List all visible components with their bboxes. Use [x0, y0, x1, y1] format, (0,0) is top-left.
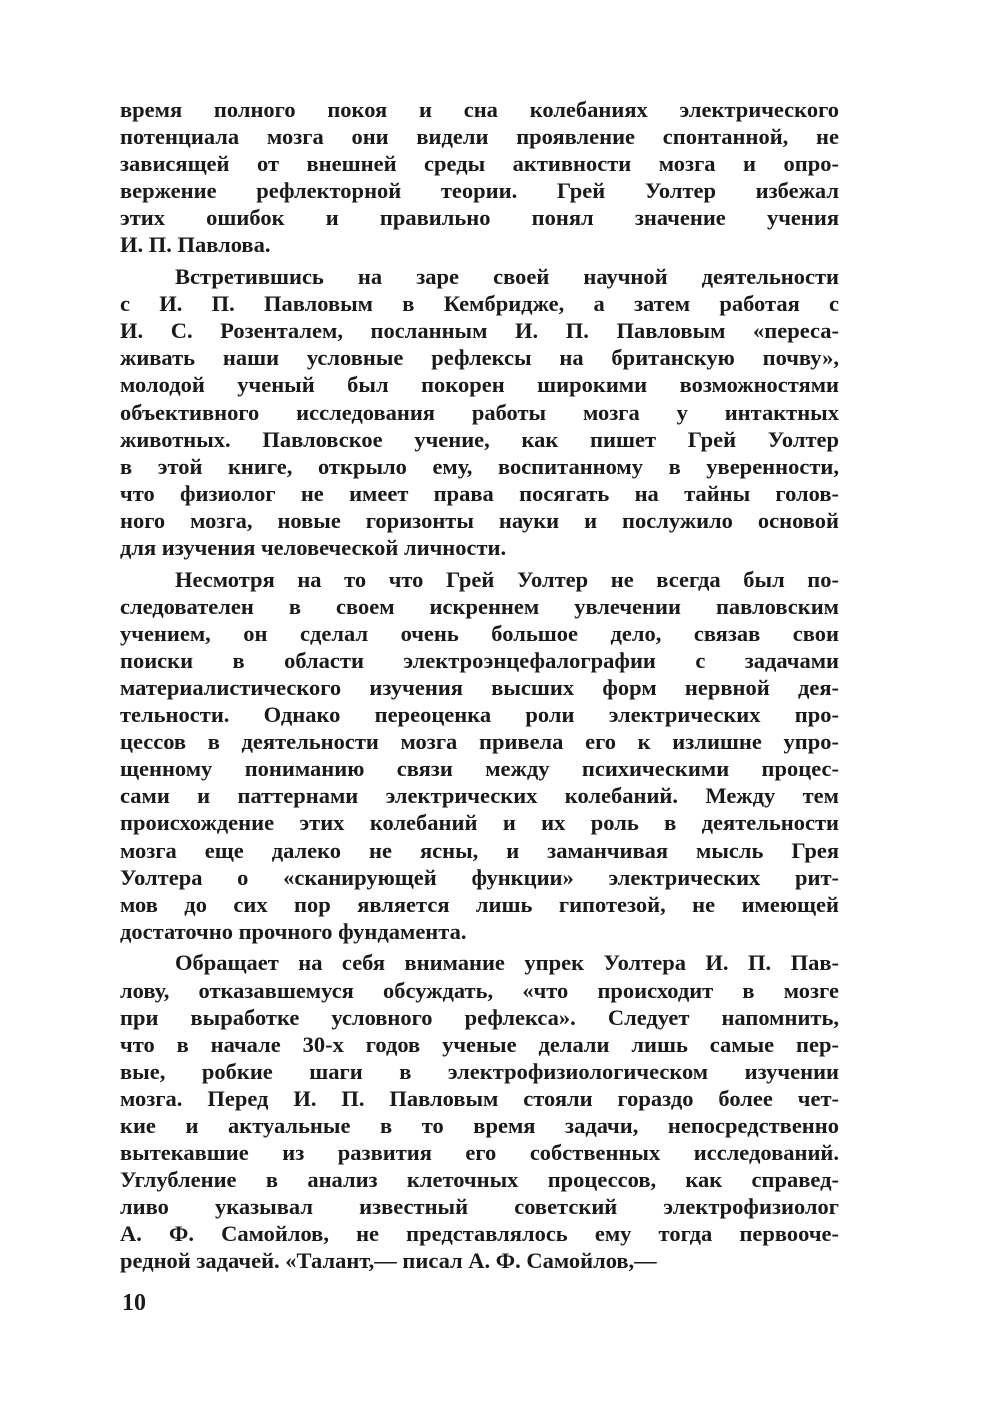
- text-line: этих ошибок и правильно понял значение учения: [120, 205, 839, 231]
- text-line: лову, отказавшемуся обсуждать, «что происходит в мозге: [120, 977, 839, 1003]
- text-line: зависящей от внешней среды активности мозга и опро-: [120, 151, 839, 177]
- text-line: редной задачей. «Талант,— писал А. Ф. Самойлов,—: [120, 1248, 657, 1274]
- paragraph: [120, 263, 839, 561]
- text-line: молодой ученый был покорен широкими возможностями: [120, 372, 839, 398]
- text-line: в этой книге, открыло ему, воспитанному в уверенности,: [120, 453, 839, 479]
- text-line: сами и паттернами электрических колебаний. Между тем: [120, 783, 839, 809]
- text-line: с И. П. Павловым в Кембридже, а затем работая с: [120, 291, 839, 317]
- text-line: мов до сих пор является лишь гипотезой, не имеющей: [120, 891, 839, 917]
- text-line: вытекавшие из развития его собственных исследований.: [120, 1140, 839, 1166]
- text-line: живать наши условные рефлексы на британскую почву»,: [120, 345, 839, 371]
- paragraph: [120, 949, 839, 1274]
- text-line: А. Ф. Самойлов, не представлялось ему тогда первооче-: [120, 1221, 839, 1247]
- page-body-text: [120, 96, 839, 1279]
- text-line: ливо указывал известный советский электрофизиолог: [120, 1194, 839, 1220]
- text-line: что физиолог не имеет права посягать на тайны голов-: [120, 480, 839, 506]
- text-line: что в начале 30-х годов ученые делали лишь самые пер-: [120, 1031, 839, 1057]
- text-line: животных. Павловское учение, как пишет Грей Уолтер: [120, 426, 839, 452]
- paragraph: [120, 566, 839, 945]
- text-line: следователен в своем искреннем увлечении павловским: [120, 593, 839, 619]
- text-line: Встретившись на заре своей научной деятельности: [175, 264, 839, 290]
- text-line: вержение рефлекторной теории. Грей Уолтер избежал: [120, 178, 839, 204]
- text-line: мозга еще далеко не ясны, и заманчивая мысль Грея: [120, 837, 839, 863]
- text-line: И. П. Павлова.: [120, 232, 271, 258]
- text-line: потенциала мозга они видели проявление спонтанной, не: [120, 124, 839, 150]
- text-line: достаточно прочного фундамента.: [120, 918, 467, 944]
- text-line: Обращает на себя внимание упрек Уолтера И. П. Пав-: [175, 950, 839, 976]
- text-line: Уолтера о «сканирующей функции» электрических рит-: [120, 864, 839, 890]
- text-line: ного мозга, новые горизонты науки и послужило основой: [120, 507, 839, 533]
- text-line: мозга. Перед И. П. Павловым стояли гораздо более чет-: [120, 1085, 839, 1111]
- text-line: цессов в деятельности мозга привела его к излишне упро-: [120, 729, 839, 755]
- text-line: происхождение этих колебаний и их роль в деятельности: [120, 810, 839, 836]
- text-line: щенному пониманию связи между психическими процес-: [120, 756, 839, 782]
- page-number: 10: [122, 1290, 146, 1316]
- paragraph: [120, 96, 839, 259]
- text-line: Углубление в анализ клеточных процессов, как справед-: [120, 1167, 839, 1193]
- text-line: объективного исследования работы мозга у интактных: [120, 399, 839, 425]
- text-line: вые, робкие шаги в электрофизиологическом изучении: [120, 1058, 839, 1084]
- text-line: материалистического изучения высших форм нервной дея-: [120, 674, 839, 700]
- text-line: кие и актуальные в то время задачи, непосредственно: [120, 1112, 839, 1138]
- text-line: время полного покоя и сна колебаниях электрического: [120, 97, 839, 122]
- text-line: для изучения человеческой личности.: [120, 535, 507, 560]
- text-line: учением, он сделал очень большое дело, связав свои: [120, 620, 839, 646]
- text-line: поиски в области электроэнцефалографии с задачами: [120, 647, 839, 673]
- text-line: Несмотря на то что Грей Уолтер не всегда был по-: [175, 566, 839, 592]
- text-line: И. С. Розенталем, посланным И. П. Павловым «переса-: [120, 318, 839, 344]
- text-line: при выработке условного рефлекса». Следует напомнить,: [120, 1004, 839, 1030]
- text-line: тельности. Однако переоценка роли электрических про-: [120, 702, 839, 728]
